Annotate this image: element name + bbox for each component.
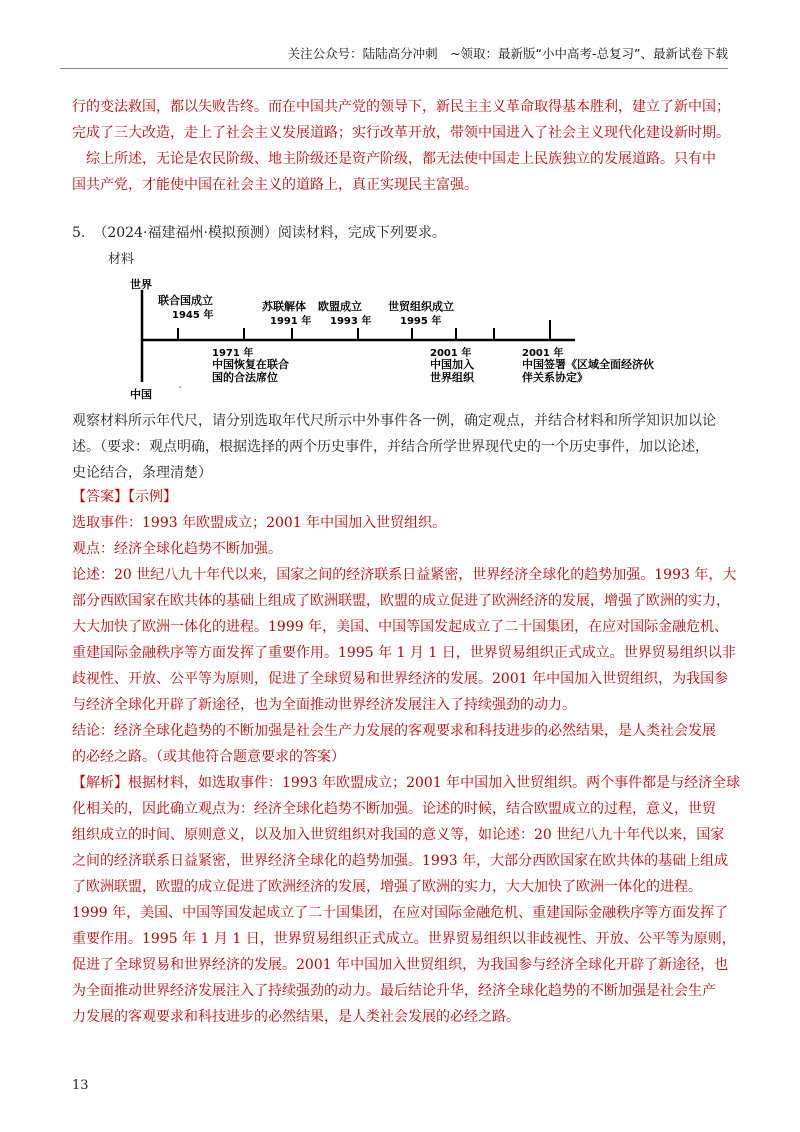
world-event-title: 欧盟成立 (318, 300, 362, 313)
analysis-line: 力发展的客观要求和科技进步的必然结果，是人类社会发展的必经之路。 (72, 1009, 520, 1025)
china-event-line: 中国签署《区域全面经济伙 (522, 358, 654, 371)
timeline-figure (120, 270, 680, 410)
question-source: （2024·福建福州·模拟预测）阅读材料，完成下列要求。 (93, 225, 446, 241)
china-event-line: 中国加入 (430, 358, 474, 371)
prompt-line: 观察材料所示年代尺，请分别选取年代尺所示中外事件各一例，确定观点，并结合材料和所学知识加以论 (72, 413, 716, 429)
answer-line: 观点：经济全球化趋势不断加强。 (72, 541, 282, 557)
answer-line: 【答案】【示例】 (72, 489, 177, 505)
answer-line: 结论：经济全球化趋势的不断加强是社会生产力发展的客观要求和科技进步的必然结果，是人类社会发展 (72, 723, 716, 739)
world-label: 世界 (130, 278, 152, 291)
prev-line: 国共产党，才能使中国在社会主义的道路上，真正实现民主富强。 (72, 177, 478, 193)
analysis-block (72, 770, 741, 1030)
prev-line: 完成了三大改造，走上了社会主义发展道路；实行改革开放，带领中国进入了社会主义现代化建设新时期。 (72, 125, 730, 141)
china-label: 中国 (130, 388, 152, 401)
analysis-line: 组织成立的时间、原则意义，以及加入世贸组织对我国的意义等，如论述：20 世纪八九十年代以来，国家 (72, 827, 725, 843)
question-number: 5. (72, 225, 86, 241)
question-header (72, 220, 732, 246)
prompt-line: 述。（要求：观点明确，根据选择的两个历史事件，并结合所学世界现代史的一个历史事件，加以论述， (72, 439, 709, 455)
china-event-line: 国的合法席位 (212, 371, 278, 384)
question-prompt (72, 408, 732, 486)
answer-line: 与经济全球化开辟了新途径，也为全面推动世界经济发展注入了持续强劲的动力。 (72, 697, 576, 713)
china-event-line: 伴关系协定》 (522, 371, 588, 384)
world-event-year: 1995 年 (400, 316, 442, 327)
world-event-title: 联合国成立 (158, 294, 213, 307)
world-event-year: 1993 年 (330, 316, 372, 327)
previous-answer-block (72, 94, 732, 198)
prompt-line: 史论结合，条理清楚） (72, 465, 212, 481)
header-text: 关注公众号：陆陆高分冲刺 ~领取：最新版“小中高考-总复习”、最新试卷下载 (287, 46, 728, 61)
answer-line: 部分西欧国家在欧共体的基础上组成了欧洲联盟，欧盟的成立促进了欧洲经济的发展，增强了欧洲的实力， (72, 593, 730, 609)
china-event-line: 世界组织 (430, 371, 474, 384)
world-event-year: 1991 年 (270, 316, 312, 327)
china-event-line: 中国恢复在联合 (212, 358, 289, 371)
answer-line: 大大加快了欧洲一体化的进程。1999 年，美国、中国等国发起成立了二十国集团，在应对国际金融危机、 (72, 619, 729, 635)
analysis-line: 【解析】根据材料，如选取事件：1993 年欧盟成立；2001 年中国加入世贸组织。两个事件都是与经济全球 (72, 775, 741, 791)
world-event-title: 世贸组织成立 (388, 300, 454, 313)
analysis-line: 了欧洲联盟，欧盟的成立促进了欧洲经济的发展，增强了欧洲的实力，大大加快了欧洲一体化的进程。 (72, 879, 702, 895)
analysis-line: 促进了全球贸易和世界经济的发展。2001 年中国加入世贸组织，为我国参与经济全球化开辟了新途径，也 (72, 957, 729, 973)
china-event-year: 2001 年 (430, 348, 472, 359)
prev-line: 行的变法救国，都以失败告终。而在中国共产党的领导下，新民主主义革命取得基本胜利，建立了新中国； (72, 99, 730, 115)
answer-block (72, 484, 737, 770)
analysis-line: 为全面推动世界经济发展注入了持续强劲的动力。最后结论升华，经济全球化趋势的不断加强是社会生产 (72, 983, 716, 999)
world-event-year: 1945 年 (172, 310, 214, 321)
answer-line: 的必经之路。（或其他符合题意要求的答案） (72, 749, 345, 765)
prev-line: 综上所述，无论是农民阶级、地主阶级还是资产阶级，都无法使中国走上民族独立的发展道路。只有中 (72, 151, 716, 167)
material-label: 材料 (108, 252, 135, 267)
answer-line: 重建国际金融秩序等方面发挥了重要作用。1995 年 1 月 1 日，世界贸易组织正式成立。世界贸易组织以非 (72, 645, 736, 661)
page-header (60, 44, 728, 69)
china-event-year: 2001 年 (522, 348, 564, 359)
world-event-title: 苏联解体 (262, 300, 306, 313)
analysis-line: 化相关的，因此确立观点为：经济全球化趋势不断加强。论述的时候，结合欧盟成立的过程，意义，世贸 (72, 801, 716, 817)
svg-text:ˇ: ˇ (178, 387, 183, 397)
answer-line: 论述：20 世纪八九十年代以来，国家之间的经济联系日益紧密，世界经济全球化的趋势加强。1993 年，大 (72, 567, 737, 583)
answer-line: 歧视性、开放、公平等为原则，促进了全球贸易和世界经济的发展。2001 年中国加入世贸组织，为我国参 (72, 671, 729, 687)
analysis-line: 重要作用。1995 年 1 月 1 日，世界贸易组织正式成立。世界贸易组织以非歧视性、开放、公平等为原则， (72, 931, 736, 947)
china-event-year: 1971 年 (212, 348, 254, 359)
page-number: 13 (72, 1078, 89, 1093)
analysis-line: 之间的经济联系日益紧密，世界经济全球化的趋势加强。1993 年，大部分西欧国家在欧共体的基础上组成 (72, 853, 729, 869)
analysis-line: 1999 年，美国、中国等国发起成立了二十国集团，在应对国际金融危机、重建国际金融秩序等方面发挥了 (72, 905, 729, 921)
answer-line: 选取事件：1993 年欧盟成立；2001 年中国加入世贸组织。 (72, 515, 447, 531)
